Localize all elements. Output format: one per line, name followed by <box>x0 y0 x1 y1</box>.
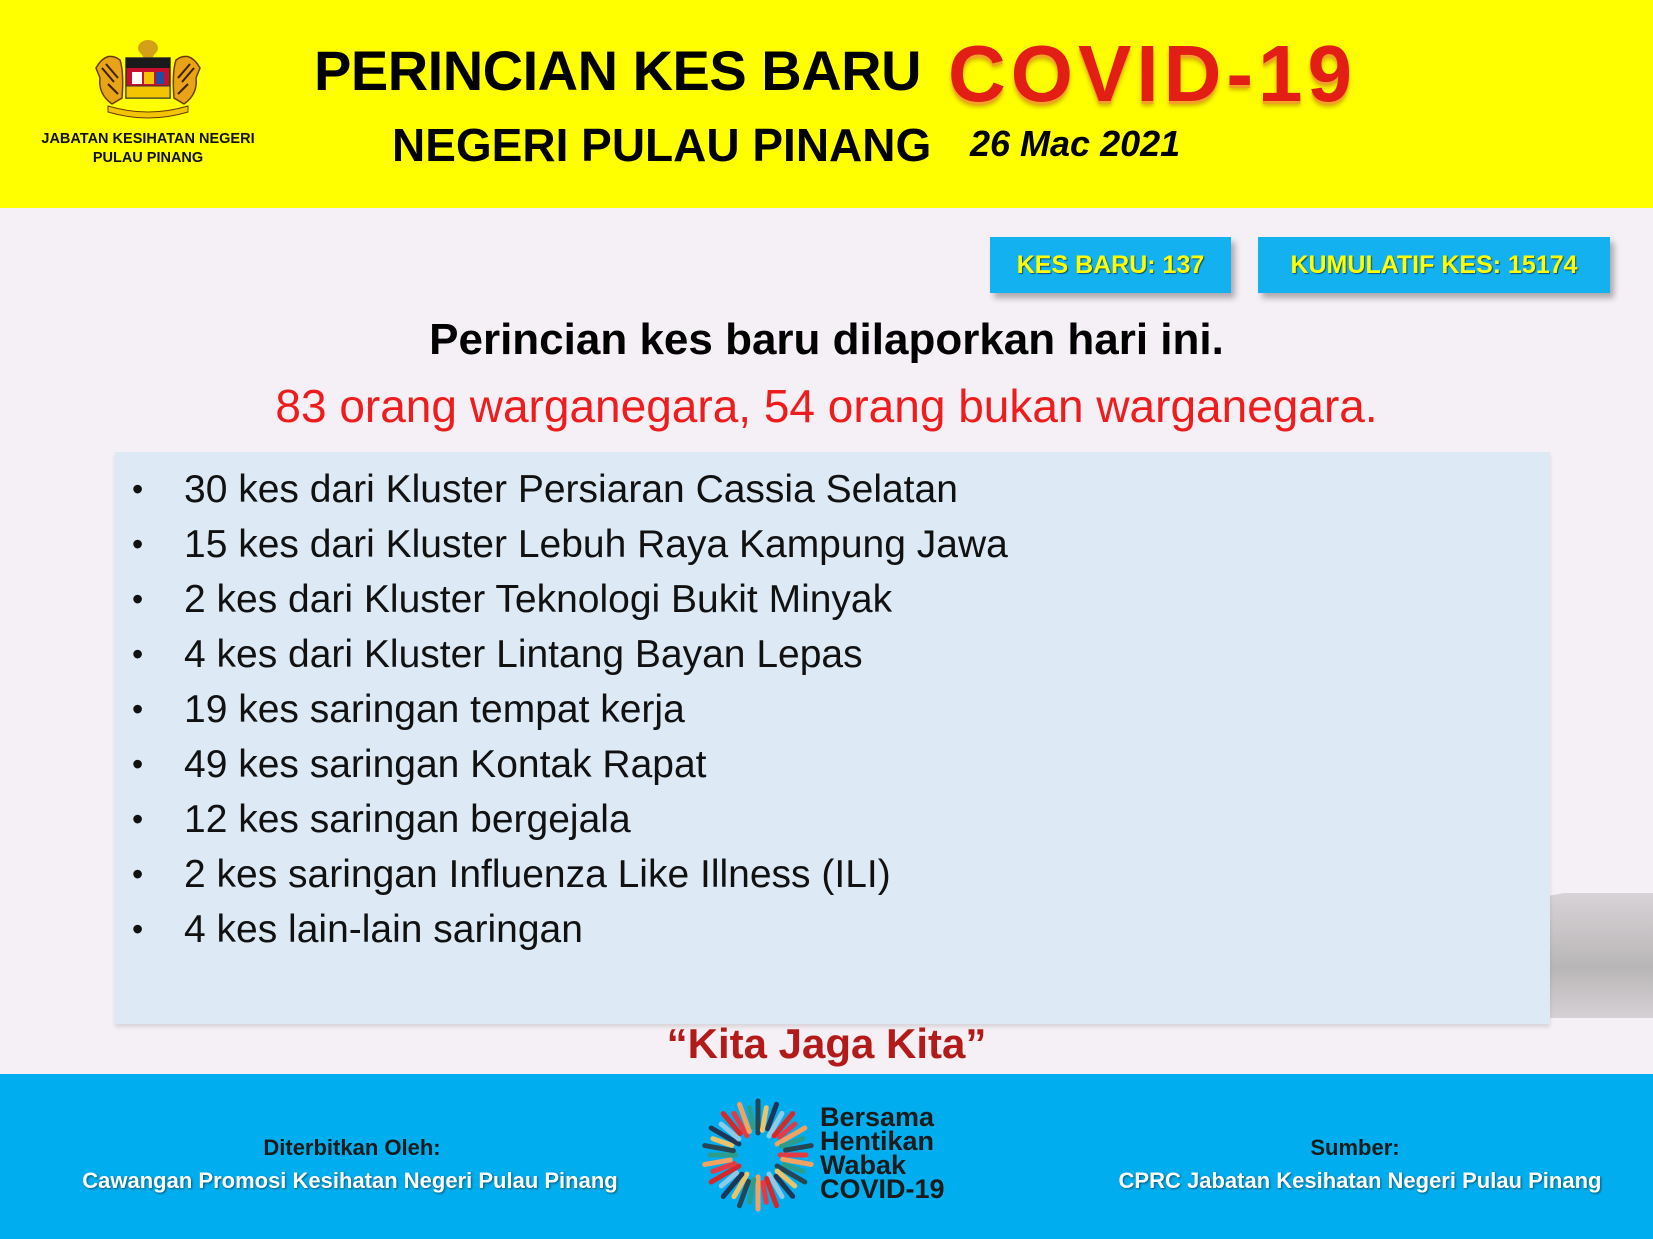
list-item <box>115 627 1008 682</box>
motto-slogan: “Kita Jaga Kita” <box>666 1020 987 1067</box>
campaign-line: COVID-19 <box>820 1174 945 1204</box>
department-name: JABATAN KESIHATAN NEGERI PULAU PINANG <box>41 131 255 166</box>
list-item <box>115 847 1008 902</box>
citizen-breakdown: 83 orang warganegara, 54 orang bukan warganegara. <box>275 380 1378 432</box>
list-item <box>115 902 1008 957</box>
list-item-text: 2 kes saringan Influenza Like Illness (ILI) <box>184 853 891 896</box>
case-list <box>115 462 1008 957</box>
bullet-icon: • <box>132 911 144 947</box>
page-title: PERINCIAN KES BARU <box>314 39 922 102</box>
source-name: CPRC Jabatan Kesihatan Negeri Pulau Pinang <box>1118 1168 1602 1193</box>
list-item-text: 30 kes dari Kluster Persiaran Cassia Selatan <box>184 468 958 511</box>
bullet-icon: • <box>132 801 144 837</box>
campaign-logo-text <box>820 1102 945 1204</box>
panel-shadow <box>1550 893 1653 1018</box>
list-item <box>115 572 1008 627</box>
campaign-line: Bersama <box>820 1102 935 1132</box>
list-item <box>115 792 1008 847</box>
covid-title: COVID-19 <box>948 29 1357 118</box>
bullet-icon: • <box>132 636 144 672</box>
report-date: 26 Mac 2021 <box>970 123 1181 164</box>
list-item <box>115 682 1008 737</box>
bullet-icon: • <box>132 581 144 617</box>
list-item <box>115 737 1008 792</box>
list-item-text: 2 kes dari Kluster Teknologi Bukit Minyak <box>184 578 893 621</box>
bullet-icon: • <box>132 856 144 892</box>
campaign-burst-icon <box>702 1098 814 1212</box>
bullet-icon: • <box>132 691 144 727</box>
bullet-icon: • <box>132 471 144 507</box>
case-details-panel <box>115 452 1550 1024</box>
list-item <box>115 517 1008 572</box>
list-item-text: 4 kes dari Kluster Lintang Bayan Lepas <box>184 633 863 676</box>
summary-heading: Perincian kes baru dilaporkan hari ini. <box>429 315 1224 364</box>
campaign-line: Wabak <box>820 1150 907 1180</box>
state-title: NEGERI PULAU PINANG <box>392 119 932 171</box>
list-item-text: 12 kes saringan bergejala <box>184 798 631 841</box>
coat-of-arms-icon <box>88 38 208 122</box>
publisher-label: Diterbitkan Oleh: <box>263 1135 441 1160</box>
list-item-text: 19 kes saringan tempat kerja <box>184 688 685 731</box>
source-label: Sumber: <box>1310 1135 1400 1160</box>
bullet-icon: • <box>132 746 144 782</box>
list-item-text: 4 kes lain-lain saringan <box>184 908 583 951</box>
cumulative-cases-badge: KUMULATIF KES: 15174 <box>1258 237 1610 293</box>
publisher-name: Cawangan Promosi Kesihatan Negeri Pulau Pinang <box>82 1168 618 1193</box>
campaign-line: Hentikan <box>820 1126 935 1156</box>
bullet-icon: • <box>132 526 144 562</box>
list-item <box>115 462 1008 517</box>
new-cases-badge: KES BARU: 137 <box>990 237 1231 293</box>
list-item-text: 15 kes dari Kluster Lebuh Raya Kampung Jawa <box>184 523 1008 566</box>
header-banner <box>0 0 1653 208</box>
list-item-text: 49 kes saringan Kontak Rapat <box>184 743 707 786</box>
